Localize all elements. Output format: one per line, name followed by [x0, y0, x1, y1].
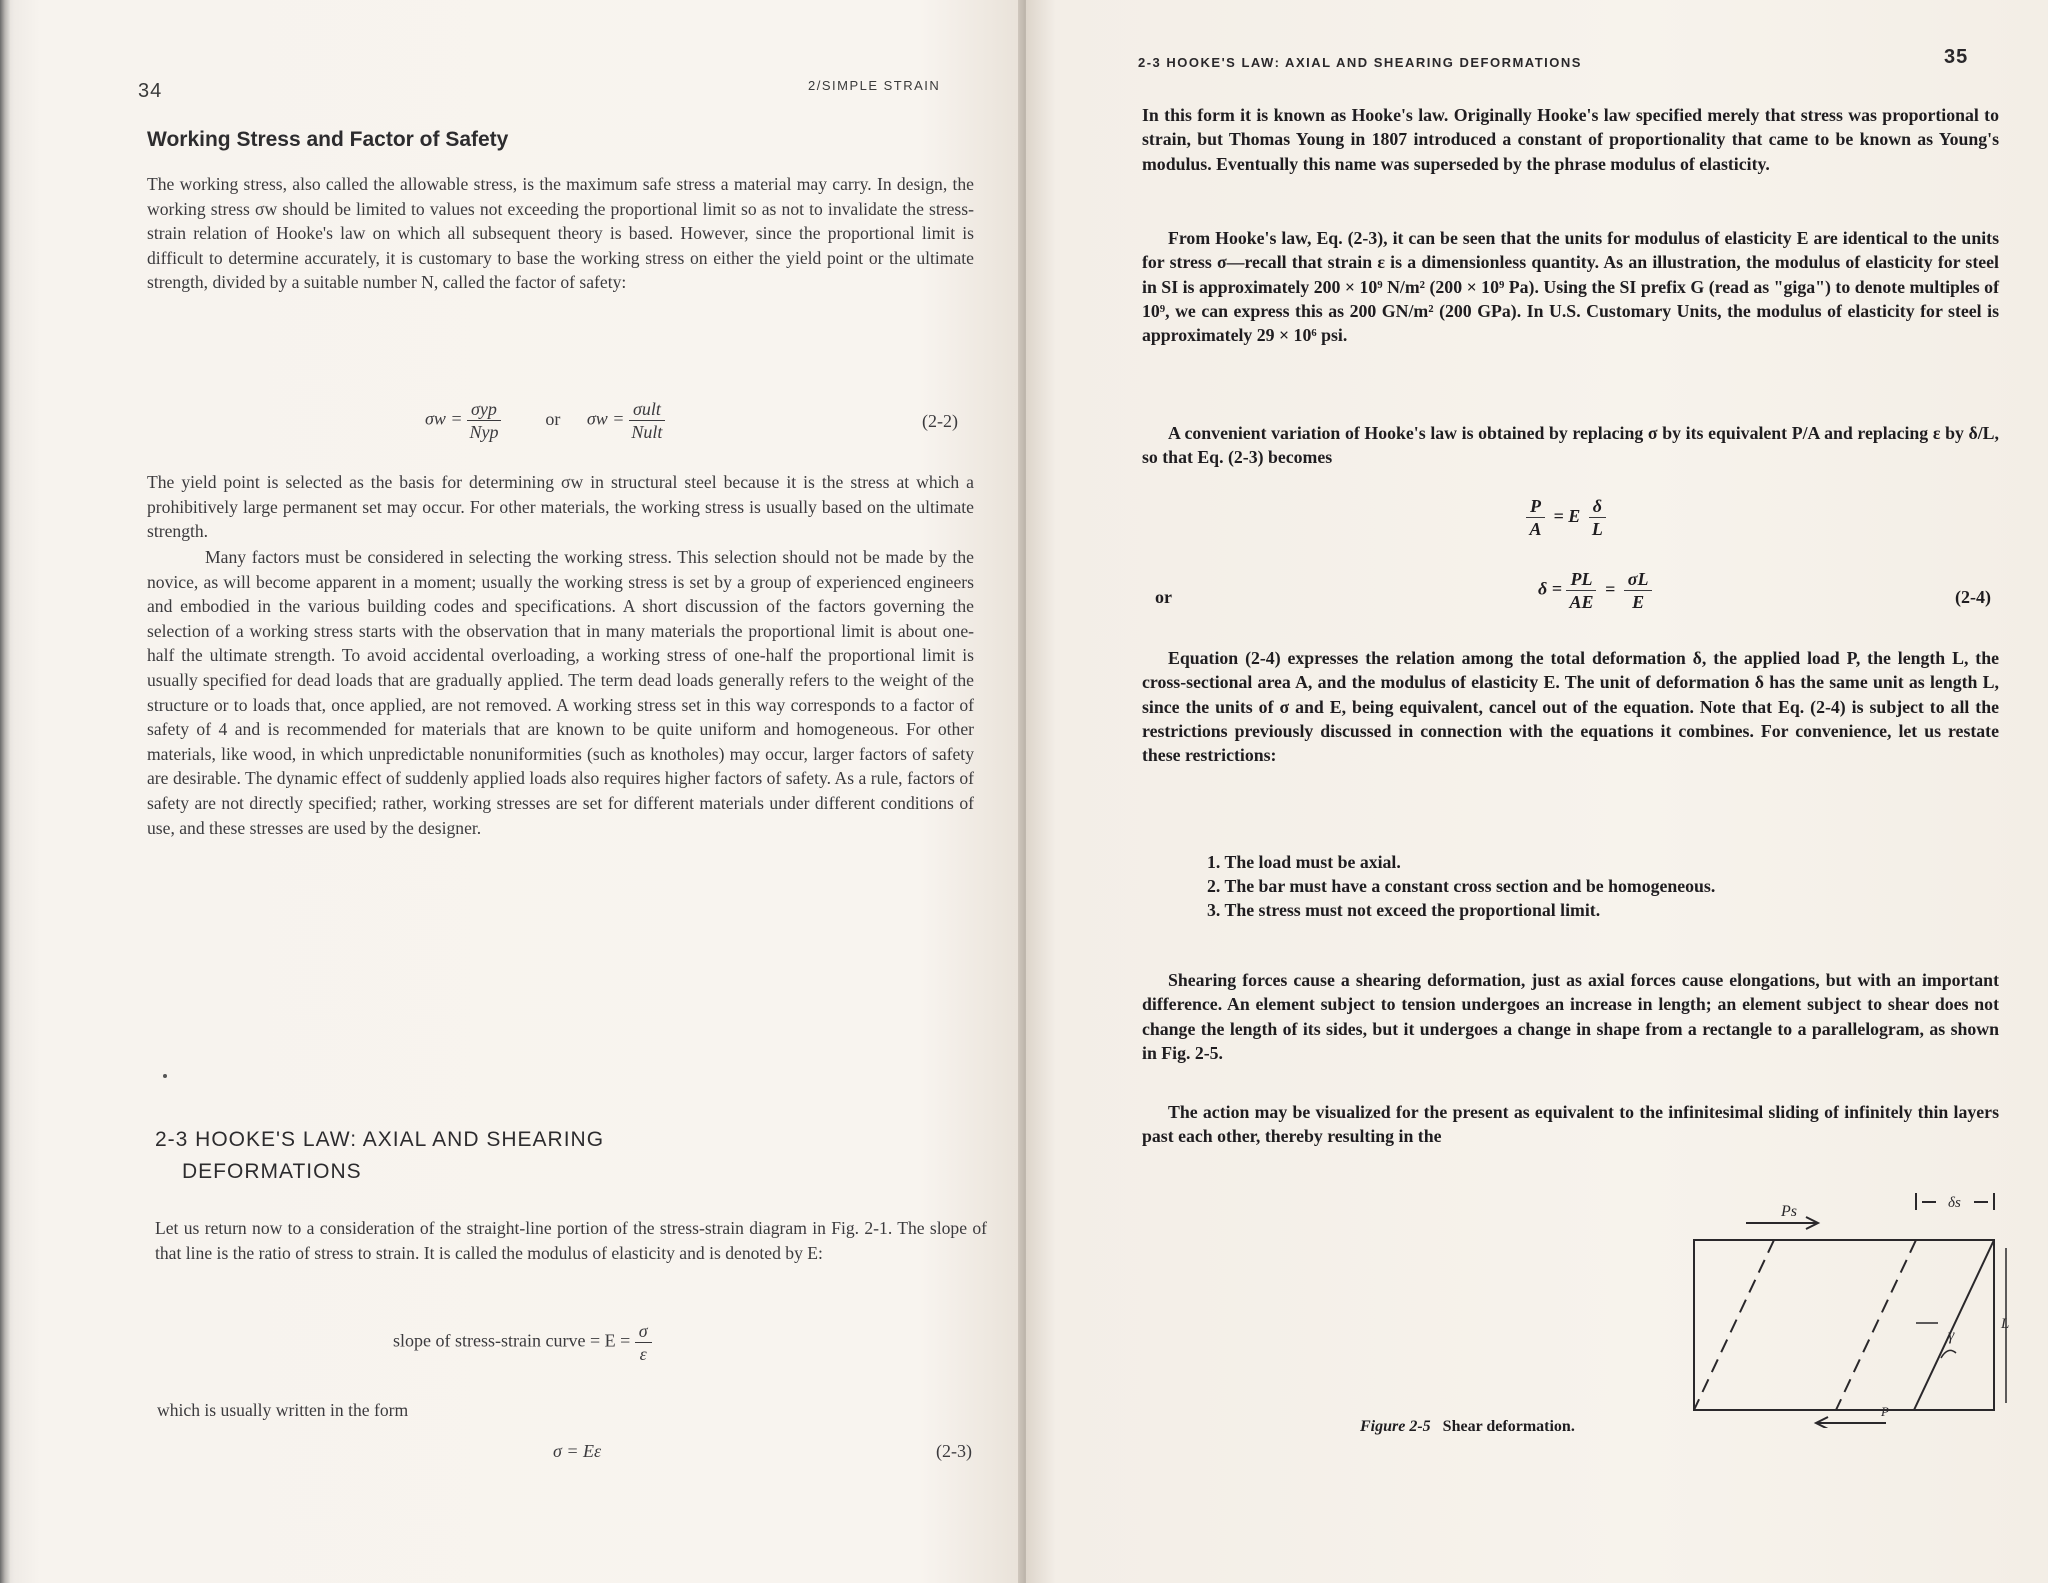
equation-2-4 — [1538, 568, 1652, 613]
denominator: AE — [1569, 592, 1594, 612]
heading-line: DEFORMATIONS — [182, 1160, 362, 1183]
fraction — [1526, 495, 1545, 540]
right-page — [1026, 0, 2048, 1583]
heading-line: 2-3 HOOKE'S LAW: AXIAL AND SHEARING — [155, 1128, 605, 1151]
section-heading: Working Stress and Factor of Safety — [147, 128, 509, 151]
figure-label: Figure 2-5 — [1360, 1418, 1431, 1435]
eq-text: slope of stress-strain curve = E = — [393, 1330, 631, 1351]
equation-number: (2-3) — [936, 1441, 972, 1461]
fraction — [635, 1320, 652, 1365]
numerator: σyp — [467, 398, 501, 421]
restrictions-list — [1207, 850, 1715, 922]
equation-number: (2-2) — [922, 411, 958, 431]
paragraph: In this form it is known as Hooke's law. Originally Hooke's law specified merely that stress was proportional to strain, but Thomas Young in 1807 introduced a constant of proportionality that came to be known as Young's modulus. Eventually this name was superseded by the phrase modulus of elasticity. — [1142, 105, 1999, 174]
list-item: 3. The stress must not exceed the proportional limit. — [1207, 900, 1601, 920]
denominator: Nyp — [469, 422, 499, 442]
eq-lhs: σw = — [425, 408, 463, 429]
paragraph: From Hooke's law, Eq. (2-3), it can be seen that the units for modulus of elasticity E are identical to the units for stress σ—recall that strain ε is a dimensionless quantity. As an illustration, the modulus of elasticity for steel in SI is approximately 200 × 10⁹ N/m² (200 × 10⁹ Pa). Using the SI prefix G (read as "giga") to denote multiples of 10⁹, we can express this as 200 GN/m² (200 GPa). In U.S. Customary Units, the modulus of elasticity for steel is approximately 29 × 10⁶ psi. — [1142, 228, 1999, 346]
deformed-edge — [1914, 1240, 1994, 1410]
eq-lhs: σw = — [586, 408, 625, 429]
deformed-right-edge — [1836, 1240, 1916, 1410]
page-edge — [0, 0, 10, 1583]
paragraph: which is usually written in the form — [157, 1400, 409, 1420]
running-head: 2/SIMPLE STRAIN — [808, 78, 941, 93]
equation-hooke-variant — [1526, 495, 1606, 540]
denominator: Nult — [631, 422, 663, 442]
page-number: 34 — [138, 80, 163, 102]
fraction — [1589, 495, 1606, 540]
paragraph: The yield point is selected as the basis for determining σw in structural steel because it is the stress at which a prohibitively large permanent set may occur. For other materials, the working stress is usually based on the ultimate strength. — [147, 472, 974, 542]
equation-2-2 — [425, 398, 665, 443]
equation-number: (2-4) — [1955, 587, 1991, 607]
gamma-label: γ — [1948, 1327, 1955, 1344]
numerator: σult — [629, 398, 665, 421]
paragraph: Many factors must be considered in selecting the working stress. This selection should not be made by the novice, as will become apparent in a moment; usually the working stress is set by a group of experienced engineers and embodied in the various building codes and specifications. A short discussion of the factors governing the selection of a working stress starts with the observation that in many materials the proportional limit is about one-half the ultimate strength. To avoid accidental overloading, a working stress of one-half the proportional limit is usually specified for dead loads that are gradually applied. The term dead loads generally refers to the weight of the structure or to loads that, once applied, are not removed. A working stress set in this way corresponds to a factor of safety of 4 and is recommended for materials that are known to be quite uniform and homogeneous. For other materials, like wood, in which unpredictable nonuniformities (such as knotholes) may occur, larger factors of safety are desirable. The dynamic effect of suddenly applied loads also requires higher factors of safety. As a rule, factors of safety are not directly specified; rather, working stresses are set for different materials under different conditions of use, and these stresses are used by the designer. — [147, 547, 974, 838]
load-label-p: P — [1881, 1404, 1889, 1419]
numerator: P — [1526, 495, 1545, 518]
paragraph: The working stress, also called the allowable stress, is the maximum safe stress a material may carry. In design, the working stress σw should be limited to values not exceeding the proportional limit so as not to invalidate the stress-strain relation of Hooke's law on which all subsequent theory is based. However, since the proportional limit is difficult to determine accurately, it is customary to base the working stress on either the yield point or the ultimate strength, divided by a suitable number N, called the factor of safety: — [147, 174, 974, 293]
caption-text: Shear deformation. — [1442, 1418, 1575, 1435]
shear-deformation-figure — [1686, 1188, 2016, 1428]
deformation-label: δs — [1948, 1195, 1961, 1211]
figure-caption — [1360, 1418, 1575, 1436]
denominator: ε — [639, 1344, 647, 1364]
page-number: 35 — [1944, 46, 1969, 68]
stray-mark — [163, 1074, 167, 1078]
paragraph: Equation (2-4) expresses the relation among the total deformation δ, the applied load P, the length L, the cross-sectional area A, and the modulus of elasticity E. The unit of deformation δ has the same unit as length L, since the units of σ and E, being equivalent, cancel out of the equation. Note that Eq. (2-4) is subject to all the restrictions previously discussed in connection with the equations it combines. For convenience, let us restate these restrictions: — [1142, 648, 1999, 766]
list-item: 1. The load must be axial. — [1207, 852, 1401, 872]
list-item: 2. The bar must have a constant cross section and be homogeneous. — [1207, 876, 1716, 896]
denominator: L — [1591, 519, 1603, 539]
denominator: A — [1529, 519, 1542, 539]
paragraph: A convenient variation of Hooke's law is obtained by replacing σ by its equivalent P/A and replacing ε by δ/L, so that Eq. (2-3) becomes — [1142, 423, 1999, 468]
equation-2-3: σ = Eε — [553, 1441, 602, 1461]
paragraph: The action may be visualized for the present as equivalent to the infinitesimal sliding of infinitely thin layers past each other, thereby resulting in the — [1142, 1102, 1999, 1147]
numerator: σ — [635, 1320, 652, 1343]
fraction — [1566, 568, 1596, 613]
denominator: E — [1632, 592, 1645, 612]
deformed-left-edge — [1694, 1240, 1774, 1410]
original-rectangle — [1694, 1240, 1994, 1410]
numerator: δ — [1589, 495, 1606, 518]
numerator: PL — [1566, 568, 1596, 591]
left-page — [0, 0, 1022, 1583]
eq-mid: = E — [1553, 505, 1581, 526]
eq-mid: = — [1604, 578, 1616, 599]
section-heading — [155, 1124, 604, 1188]
equation-slope — [393, 1320, 652, 1365]
numerator: σL — [1624, 568, 1653, 591]
load-label-ps: Ps — [1781, 1203, 1797, 1220]
paragraph: Shearing forces cause a shearing deformation, just as axial forces cause elongations, but with an important difference. An element subject to tension undergoes an increase in length; an element subject to shear does not change the length of its sides, but it undergoes a change in shape from a rectangle to a parallelogram, as shown in Fig. 2-5. — [1142, 970, 1999, 1063]
length-label: L — [2001, 1316, 2010, 1332]
fraction — [1624, 568, 1653, 613]
fraction — [629, 398, 665, 443]
eq-or: or — [1155, 587, 1172, 607]
fraction — [467, 398, 501, 443]
gamma-arc — [1941, 1350, 1956, 1358]
running-head: 2-3 HOOKE'S LAW: AXIAL AND SHEARING DEFORMATIONS — [1138, 55, 1582, 70]
paragraph: Let us return now to a consideration of the straight-line portion of the stress-strain diagram in Fig. 2-1. The slope of that line is the ratio of stress to strain. It is called the modulus of elasticity and is denoted by E: — [155, 1218, 987, 1263]
eq-or: or — [545, 408, 561, 429]
eq-lhs: δ = — [1538, 578, 1562, 599]
